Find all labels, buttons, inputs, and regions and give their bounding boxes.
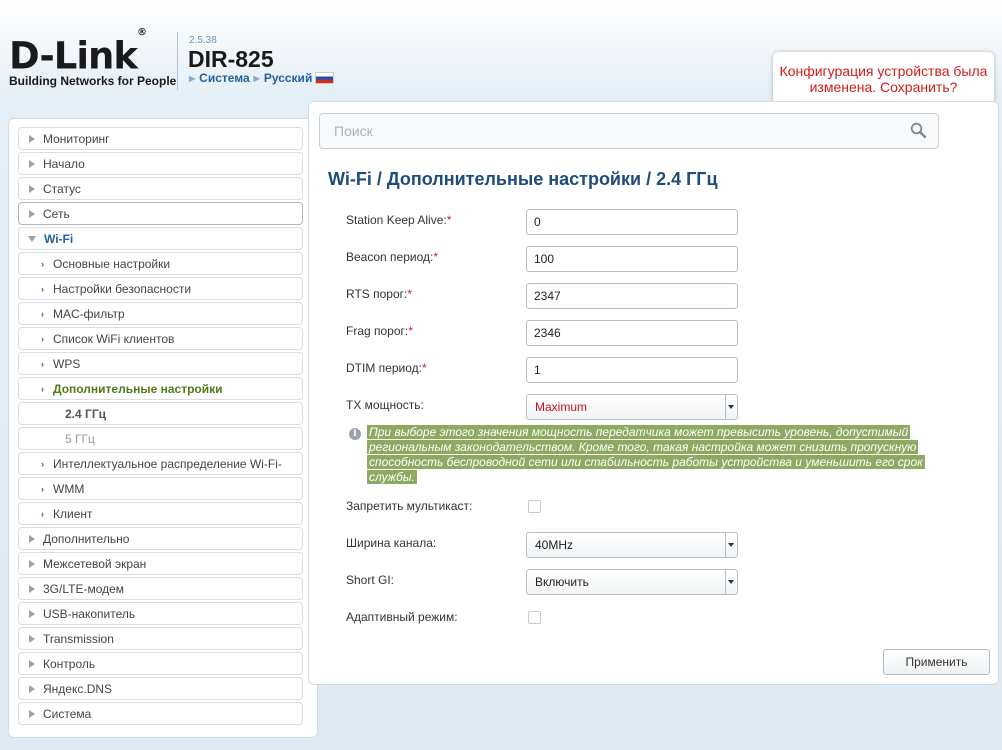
sidebar-item-label: Контроль <box>43 656 96 671</box>
sidebar-item-firewall[interactable] <box>18 552 303 575</box>
sidebar-item-label: 3G/LTE-модем <box>43 581 125 596</box>
dropdown-arrow-icon <box>725 570 737 594</box>
short-gi-value: Включить <box>535 575 589 589</box>
rts-input[interactable]: 2347 <box>526 283 738 309</box>
sidebar-item-label: Transmission <box>43 631 114 646</box>
required-mark: * <box>408 324 413 338</box>
adaptive-mode-label: Адаптивный режим: <box>346 610 458 624</box>
info-icon: i <box>349 428 361 440</box>
sidebar-item-advanced-settings[interactable] <box>18 377 303 400</box>
sidebar-item-label: Настройки безопасности <box>53 281 192 296</box>
keep-alive-input[interactable]: 0 <box>526 209 738 235</box>
sidebar-item-label: Начало <box>43 156 85 171</box>
sidebar-item-basic-settings[interactable] <box>18 252 303 275</box>
logo-tagline: Building Networks for People <box>9 74 177 89</box>
logo-text: D-Link <box>9 34 137 78</box>
header-links <box>189 71 334 85</box>
chevron-right-icon: › <box>41 358 44 369</box>
tx-power-warning <box>367 425 937 485</box>
sidebar-item-wifi[interactable] <box>18 227 303 250</box>
sidebar-item-transmission[interactable] <box>18 627 303 650</box>
sidebar <box>8 118 318 738</box>
sidebar-item-label: Мониторинг <box>43 131 110 146</box>
search-icon[interactable] <box>910 122 926 138</box>
search-placeholder: Поиск <box>334 123 373 139</box>
sidebar-item-label: 2.4 ГГц <box>65 406 106 421</box>
main-panel <box>308 101 999 685</box>
sidebar-item-label: Клиент <box>53 506 93 521</box>
triangle-right-icon <box>29 185 35 193</box>
dlink-logo: D-Link® Building Networks for People <box>9 27 177 89</box>
required-mark: * <box>421 361 427 375</box>
sidebar-item-network[interactable] <box>18 202 303 225</box>
triangle-right-icon <box>29 660 35 668</box>
frag-input[interactable]: 2346 <box>526 320 738 346</box>
sidebar-item-wps[interactable] <box>18 352 303 375</box>
triangle-right-icon <box>29 560 35 568</box>
sidebar-item-wifi-clients[interactable] <box>18 327 303 350</box>
sidebar-item-label: USB-накопитель <box>43 606 136 621</box>
sidebar-item-2-4-ghz[interactable] <box>18 402 303 425</box>
triangle-right-icon <box>29 160 35 168</box>
save-config-notification[interactable] <box>773 52 994 105</box>
sidebar-item-status[interactable] <box>18 177 303 200</box>
required-mark: * <box>407 287 413 301</box>
sidebar-item-label: Wi-Fi <box>44 231 74 246</box>
sidebar-item-system[interactable] <box>18 702 303 725</box>
frag-label <box>346 324 413 338</box>
sidebar-item-lte-modem[interactable] <box>18 577 303 600</box>
chevron-right-icon: › <box>41 508 44 519</box>
short-gi-select[interactable] <box>526 569 738 595</box>
sidebar-item-5-ghz[interactable] <box>18 427 303 450</box>
sidebar-item-label: Дополнительно <box>43 531 130 546</box>
beacon-label <box>346 250 438 264</box>
label-text: DTIM период: <box>346 361 422 375</box>
chevron-right-icon: › <box>41 483 44 494</box>
sidebar-item-label: Межсетевой экран <box>43 556 147 571</box>
dropdown-arrow-icon <box>725 533 737 557</box>
page-title: Wi-Fi / Дополнительные настройки / 2.4 ГГц <box>328 169 718 189</box>
triangle-right-icon <box>29 610 35 618</box>
chevron-right-icon: › <box>41 308 44 319</box>
channel-width-select[interactable] <box>526 532 738 558</box>
rts-label <box>346 287 412 301</box>
short-gi-label: Short GI: <box>346 573 395 587</box>
required-mark: * <box>433 250 438 264</box>
triangle-right-icon <box>29 685 35 693</box>
label-text: Beacon период: <box>346 250 434 264</box>
sidebar-item-client[interactable] <box>18 502 303 525</box>
sidebar-item-usb-storage[interactable] <box>18 602 303 625</box>
chevron-right-icon: › <box>41 333 44 344</box>
multicast-label: Запретить мультикаст: <box>346 499 473 513</box>
label-text: RTS порог: <box>346 287 408 301</box>
triangle-right-icon <box>29 535 35 543</box>
arrow-right-icon: ▶ <box>253 73 260 83</box>
sidebar-item-band-steering[interactable] <box>18 452 303 475</box>
sidebar-item-label: Система <box>43 706 92 721</box>
chevron-right-icon: › <box>41 383 44 394</box>
notification-text: Конфигурация устройства была изменена. Сохранить? <box>779 63 988 95</box>
sidebar-item-mac-filter[interactable] <box>18 302 303 325</box>
channel-width-label: Ширина канала: <box>346 536 437 550</box>
sidebar-item-start[interactable] <box>18 152 303 175</box>
header-divider <box>177 32 178 90</box>
dtim-input[interactable]: 1 <box>526 357 738 383</box>
sidebar-item-label: Дополнительные настройки <box>53 381 223 396</box>
dtim-label <box>346 361 427 375</box>
triangle-down-icon <box>28 236 36 242</box>
tx-power-value: Maximum <box>535 400 588 414</box>
sidebar-item-yandex-dns[interactable] <box>18 677 303 700</box>
sidebar-item-wmm[interactable] <box>18 477 303 500</box>
beacon-input[interactable]: 100 <box>526 246 738 272</box>
sidebar-item-label: WPS <box>53 356 81 371</box>
channel-width-value: 40MHz <box>535 538 574 552</box>
required-mark: * <box>446 213 452 227</box>
russia-flag-icon[interactable] <box>315 72 334 84</box>
triangle-right-icon <box>29 585 35 593</box>
search-input[interactable] <box>319 113 939 149</box>
triangle-right-icon <box>29 135 35 143</box>
triangle-right-icon <box>29 210 35 218</box>
triangle-right-icon <box>29 710 35 718</box>
sidebar-item-label: Список WiFi клиентов <box>53 331 175 346</box>
sidebar-item-label: 5 ГГц <box>65 431 95 446</box>
sidebar-item-label: Интеллектуальное распределение Wi-Fi- <box>53 456 282 471</box>
chevron-right-icon: › <box>41 458 44 469</box>
warning-text: При выборе этого значения мощность передатчика может превысить уровень, допустимый региональным законодательством. Кроме того, такая настройка может снизить пропускную способность беспроводной сети или стабильность работы устройства и уменьшить его срок службы. <box>369 425 923 484</box>
adaptive-mode-checkbox[interactable] <box>528 611 541 624</box>
tx-power-select[interactable] <box>526 394 738 420</box>
apply-button[interactable]: Применить <box>883 649 990 675</box>
sidebar-item-label: MAC-фильтр <box>53 306 125 321</box>
tx-power-label: TX мощность: <box>346 398 424 412</box>
sidebar-item-control[interactable] <box>18 652 303 675</box>
keep-alive-label <box>346 213 451 227</box>
sidebar-item-label: Статус <box>43 181 81 196</box>
language-link[interactable]: Русский <box>263 71 313 85</box>
dropdown-arrow-icon <box>725 395 737 419</box>
chevron-right-icon: › <box>41 283 44 294</box>
sidebar-item-advanced[interactable] <box>18 527 303 550</box>
chevron-right-icon: › <box>41 258 44 269</box>
sidebar-item-label: Яндекс.DNS <box>43 681 113 696</box>
label-text: Station Keep Alive: <box>346 213 447 227</box>
triangle-right-icon <box>29 635 35 643</box>
firmware-version: 2.5.38 <box>189 35 217 46</box>
multicast-checkbox[interactable] <box>528 500 541 513</box>
device-model: DIR-825 <box>188 46 274 72</box>
system-link[interactable]: Система <box>199 71 250 85</box>
sidebar-item-label: Основные настройки <box>53 256 171 271</box>
sidebar-item-label: Сеть <box>43 206 70 221</box>
label-text: Frag порог: <box>346 324 409 338</box>
sidebar-item-security-settings[interactable] <box>18 277 303 300</box>
sidebar-item-label: WMM <box>53 481 85 496</box>
arrow-right-icon: ▶ <box>189 73 196 83</box>
sidebar-item-monitoring[interactable] <box>18 127 303 150</box>
